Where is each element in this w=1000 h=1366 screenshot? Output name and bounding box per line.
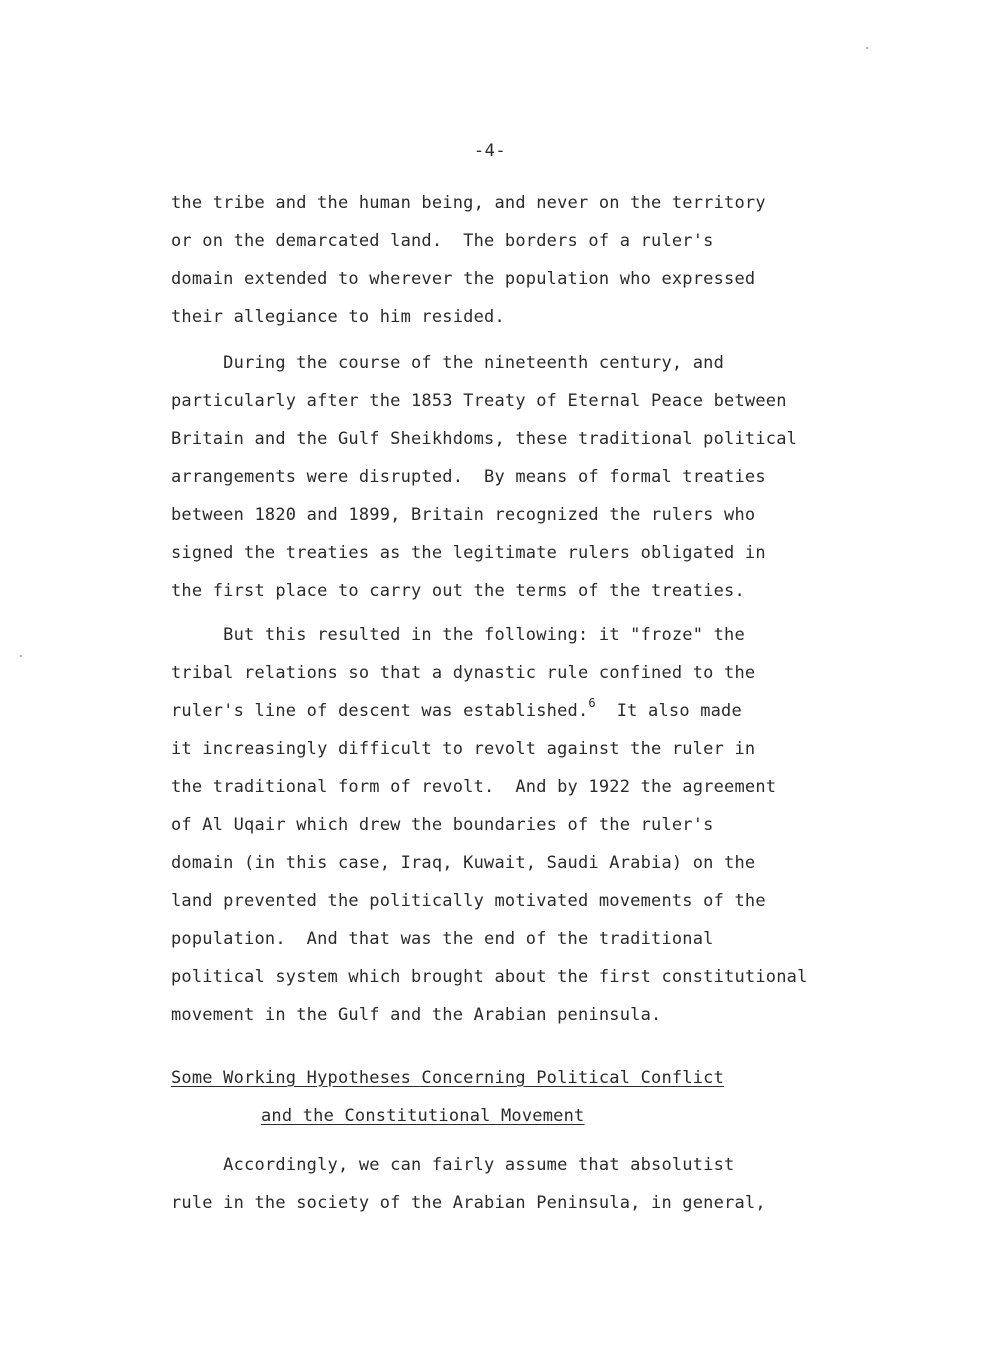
heading-line-2: and the Constitutional Movement [261,1106,585,1126]
section-heading [171,1068,871,1144]
text-line: domain (in this case, Iraq, Kuwait, Saudi Arabia) on the [171,853,756,873]
paragraph-4 [171,1155,871,1231]
text-line: But this resulted in the following: it "froze" the [171,625,745,645]
page-number: -4- [473,141,507,161]
text-line: During the course of the nineteenth century, and [171,353,725,373]
text-line: the tribe and the human being, and never on the territory [171,193,766,213]
text-line: of Al Uqair which drew the boundaries of the ruler's [171,815,714,835]
footnote-marker: 6 [588,696,596,710]
text-line: the traditional form of revolt. And by 1922 the agreement [171,777,777,797]
text-line: rule in the society of the Arabian Peninsula, in general, [171,1193,766,1213]
text-line: signed the treaties as the legitimate rulers obligated in [171,543,766,563]
text-line: or on the demarcated land. The borders of a ruler's [171,231,714,251]
text-line: the first place to carry out the terms of the treaties. [171,581,745,601]
scan-speck [20,655,22,657]
text-line: political system which brought about the first constitutional [171,967,808,987]
text-line: land prevented the politically motivated movements of the [171,891,766,911]
scan-speck [866,47,868,49]
paragraph-3 [171,625,871,1043]
text-line: arrangements were disrupted. By means of formal treaties [171,467,766,487]
text-line: particularly after the 1853 Treaty of Eternal Peace between [171,391,787,411]
text-line: population. And that was the end of the traditional [171,929,714,949]
text-line: domain extended to wherever the population who expressed [171,269,756,289]
paragraph-2 [171,353,871,619]
heading-line-1: Some Working Hypotheses Concerning Political Conflict [171,1068,725,1088]
text-line: Britain and the Gulf Sheikhdoms, these traditional political [171,429,798,449]
text-segment: ruler's line of descent was established. [171,701,589,721]
text-line: movement in the Gulf and the Arabian peninsula. [171,1005,662,1025]
paragraph-1 [171,193,871,345]
text-line: it increasingly difficult to revolt against the ruler in [171,739,756,759]
text-line: between 1820 and 1899, Britain recognized the rulers who [171,505,756,525]
text-line: Accordingly, we can fairly assume that absolutist [171,1155,735,1175]
text-line: their allegiance to him resided. [171,307,505,327]
text-line-with-footnote [171,696,871,739]
text-line: tribal relations so that a dynastic rule confined to the [171,663,756,683]
text-segment: It also made [595,701,742,721]
